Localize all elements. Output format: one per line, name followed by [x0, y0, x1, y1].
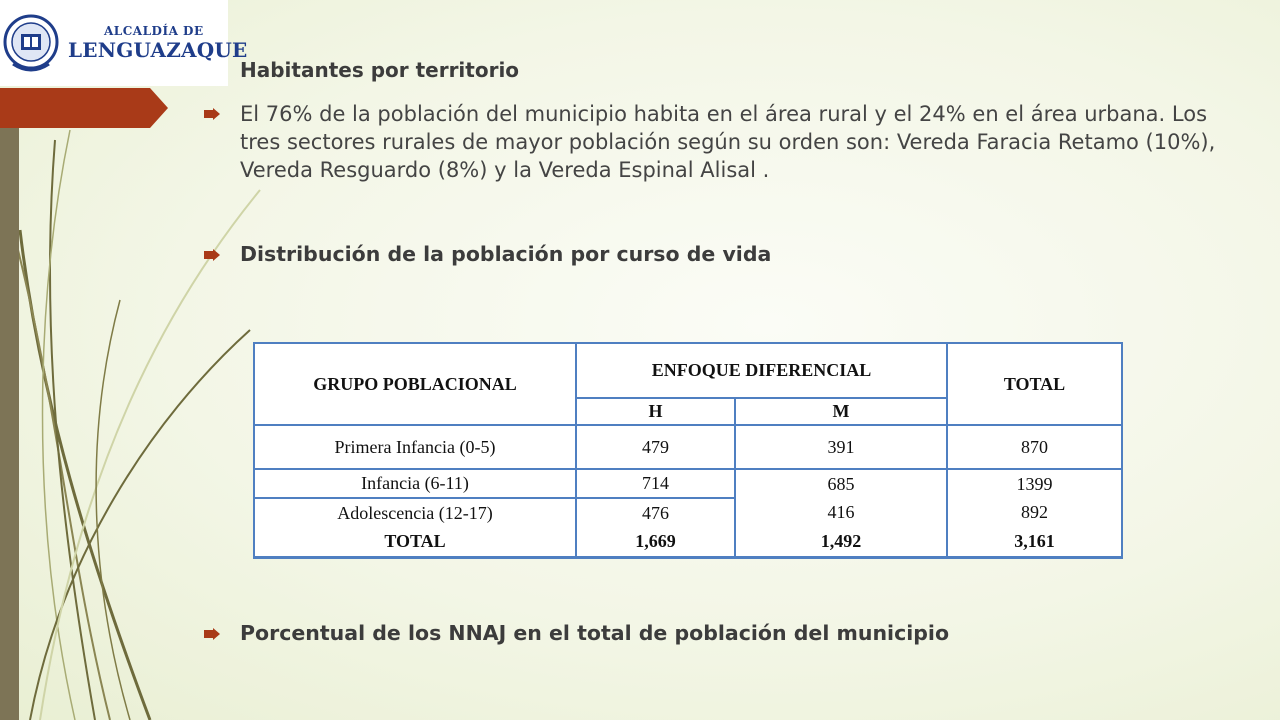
cell-m: 685: [735, 469, 947, 498]
header-total: TOTAL: [947, 343, 1122, 425]
cell-h: 714: [576, 469, 735, 498]
cell-total: 3,161: [947, 527, 1122, 557]
cell-group: Primera Infancia (0-5): [254, 425, 576, 469]
cell-total: 1399: [947, 469, 1122, 498]
cell-total: 892: [947, 498, 1122, 527]
rural-population-paragraph: El 76% de la población del municipio habita en el área rural y el 24% en el área urbana. Los tres sectores rurales de mayor población según su orden son: Vereda Faracia Retamo (10%), Vereda Resguardo (8%) y la Vereda Espinal Alisal .: [240, 102, 1216, 182]
municipal-seal-icon: [3, 4, 59, 80]
distribution-heading: Distribución de la población por curso de vida: [240, 242, 772, 266]
logo-line1: ALCALDÍA DE: [104, 24, 204, 38]
left-sidebar-bar: [0, 128, 19, 720]
cell-m: 1,492: [735, 527, 947, 557]
cell-m: 416: [735, 498, 947, 527]
cell-h: 1,669: [576, 527, 735, 557]
cell-group: Infancia (6-11): [254, 469, 576, 498]
cell-h: 476: [576, 498, 735, 527]
header-h: H: [576, 398, 735, 425]
table-row: [254, 425, 1122, 469]
cell-group: Adolescencia (12-17): [254, 498, 576, 527]
table-row: [254, 469, 1122, 498]
cell-m: 391: [735, 425, 947, 469]
nnaj-percentage-heading: Porcentual de los NNAJ en el total de población del municipio: [240, 621, 950, 645]
bullet-arrow-icon: [204, 628, 220, 640]
table-row: [254, 498, 1122, 527]
header-m: M: [735, 398, 947, 425]
logo: [0, 0, 248, 86]
header-grupo-poblacional: GRUPO POBLACIONAL: [254, 343, 576, 425]
cell-total: 870: [947, 425, 1122, 469]
bullet-arrow-icon: [204, 108, 220, 120]
cell-group: TOTAL: [254, 527, 576, 557]
cell-h: 479: [576, 425, 735, 469]
bullet-arrow-icon: [204, 249, 220, 261]
population-table: [253, 342, 1121, 558]
accent-ribbon: [0, 88, 168, 128]
table-row-total: [254, 527, 1122, 557]
logo-line2: LENGUAZAQUE: [68, 38, 248, 62]
section-heading: Habitantes por territorio: [240, 58, 520, 82]
header-enfoque-diferencial: ENFOQUE DIFERENCIAL: [576, 343, 947, 398]
